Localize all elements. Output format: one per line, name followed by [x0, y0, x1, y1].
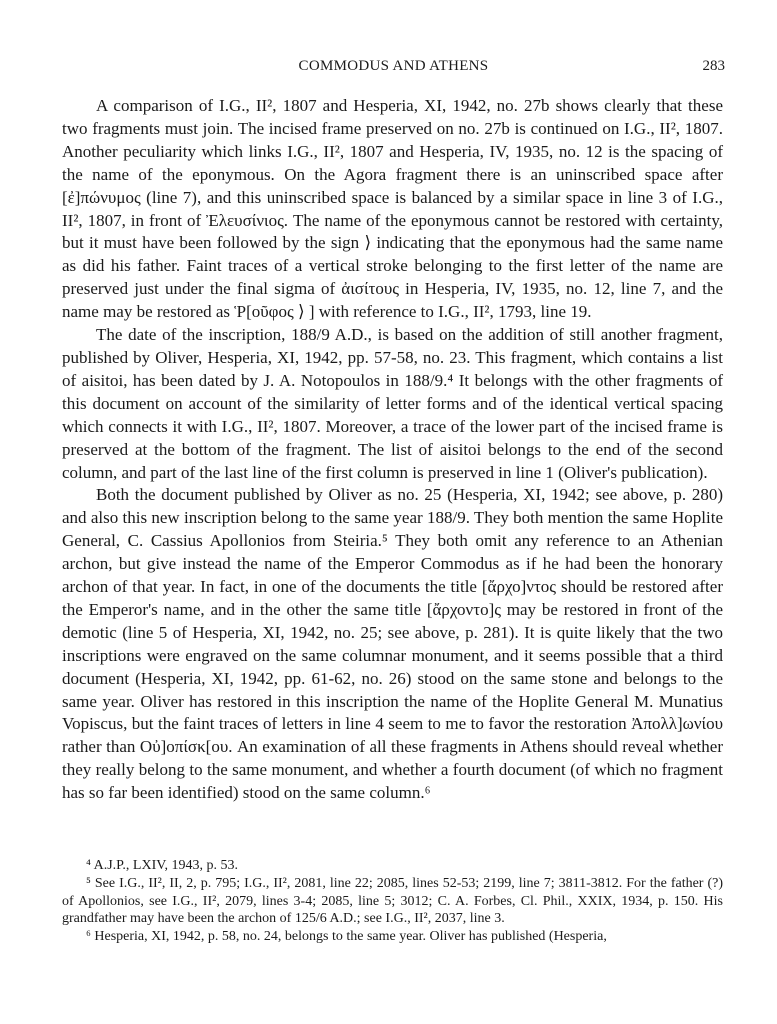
- paragraph-3: Both the document published by Oliver as no. 25 (Hesperia, XI, 1942; see above, p. 280) and also this new inscription belong to the same year 188/9. They both mention the same Hoplite General, C. Cassius Apollonios from Steiria.⁵ They both omit any reference to an Athenian archon, but give instead the name of the Emperor Commodus as if he had been the honorary archon of that year. In fact, in one of the documents the title [ἄρχο]ντος should be restored after the Emperor's name, and in the other the same title [ἄρχοντο]ς may be restored in front of the demotic (line 5 of Hesperia, XI, 1942, no. 25; see above, p. 281). It is quite likely that the two inscriptions were engraved on the same columnar monument, and it seems possible that a third document (Hesperia, XI, 1942, pp. 61-62, no. 26) stood on the same stone and belongs to the same year. Oliver has restored in this inscription the name of the Hoplite General M. Munatius Vopiscus, but the faint traces of letters in line 4 seem to me to favor the restoration Ἀπολλ]ωνίου rather than Οὐ]οπίσκ[ου. An examination of all these fragments in Athens should reveal whether they really belong to the same monument, and whether a fourth document (of which no fragment has so far been identified) stood on the same column.⁶: [62, 485, 723, 803]
- footnote-5: ⁵ See I.G., II², II, 2, p. 795; I.G., II², 2081, line 22; 2085, lines 52-53; 2199, line 7; 3811-3812. For the father (?) of Apollonios, see I.G., II², 2079, lines 3-4; 2085, line 5; 3012; C. A. Forbes, Cl. Phil., XXIX, 1934, p. 150. His grandfather may have been the archon of 125/6 A.D.; see I.G., II², 2037, line 3.: [62, 875, 723, 927]
- page-header: [62, 58, 725, 82]
- footnotes: [62, 857, 723, 946]
- footnote-4: ⁴ A.J.P., LXIV, 1943, p. 53.: [86, 858, 239, 873]
- running-head: COMMODUS AND ATHENS: [298, 58, 489, 74]
- body-text: [62, 95, 723, 805]
- page-number: 283: [702, 58, 725, 74]
- footnote-6: ⁶ Hesperia, XI, 1942, p. 58, no. 24, belongs to the same year. Oliver has published (Hesperia,: [86, 929, 607, 945]
- paragraph-2: The date of the inscription, 188/9 A.D., is based on the addition of still another fragment, published by Oliver, Hesperia, XI, 1942, pp. 57-58, no. 23. This fragment, which contains a list of aisitoi, has been dated by J. A. Notopoulos in 188/9.⁴ It belongs with the other fragments of this document on account of the similarity of letter forms and of the identical vertical spacing which connects it with I.G., II², 1807. Moreover, a trace of the lower part of the incised frame is preserved at the bottom of the fragment. The list of aisitoi belongs to the end of the second column, and part of the last line of the first column is preserved in line 1 (Oliver's publication).: [62, 325, 723, 482]
- paragraph-1: A comparison of I.G., II², 1807 and Hesperia, XI, 1942, no. 27b shows clearly that these two fragments must join. The incised frame preserved on no. 27b is continued on I.G., II², 1807. Another peculiarity which links I.G., II², 1807 and Hesperia, IV, 1935, no. 12 is the spacing of the name of the eponymous. On the Agora fragment there is an uninscribed space after [ἐ]πώνυμος (line 7), and this uninscribed space is balanced by a similar space in line 3 of I.G., II², 1807, in front of Ἐλευσίνιος. The name of the eponymous cannot be restored with certainty, but it must have been followed by the sign ⟩ indicating that the eponymous had the same name as did his father. Faint traces of a vertical stroke belonging to the first letter of the name are preserved just under the final sigma of ἀισίτους in Hesperia, IV, 1935, no. 12, line 7, and the name may be restored as Ῥ[οῦφος ⟩ ] with reference to I.G., II², 1793, line 19.: [62, 96, 723, 322]
